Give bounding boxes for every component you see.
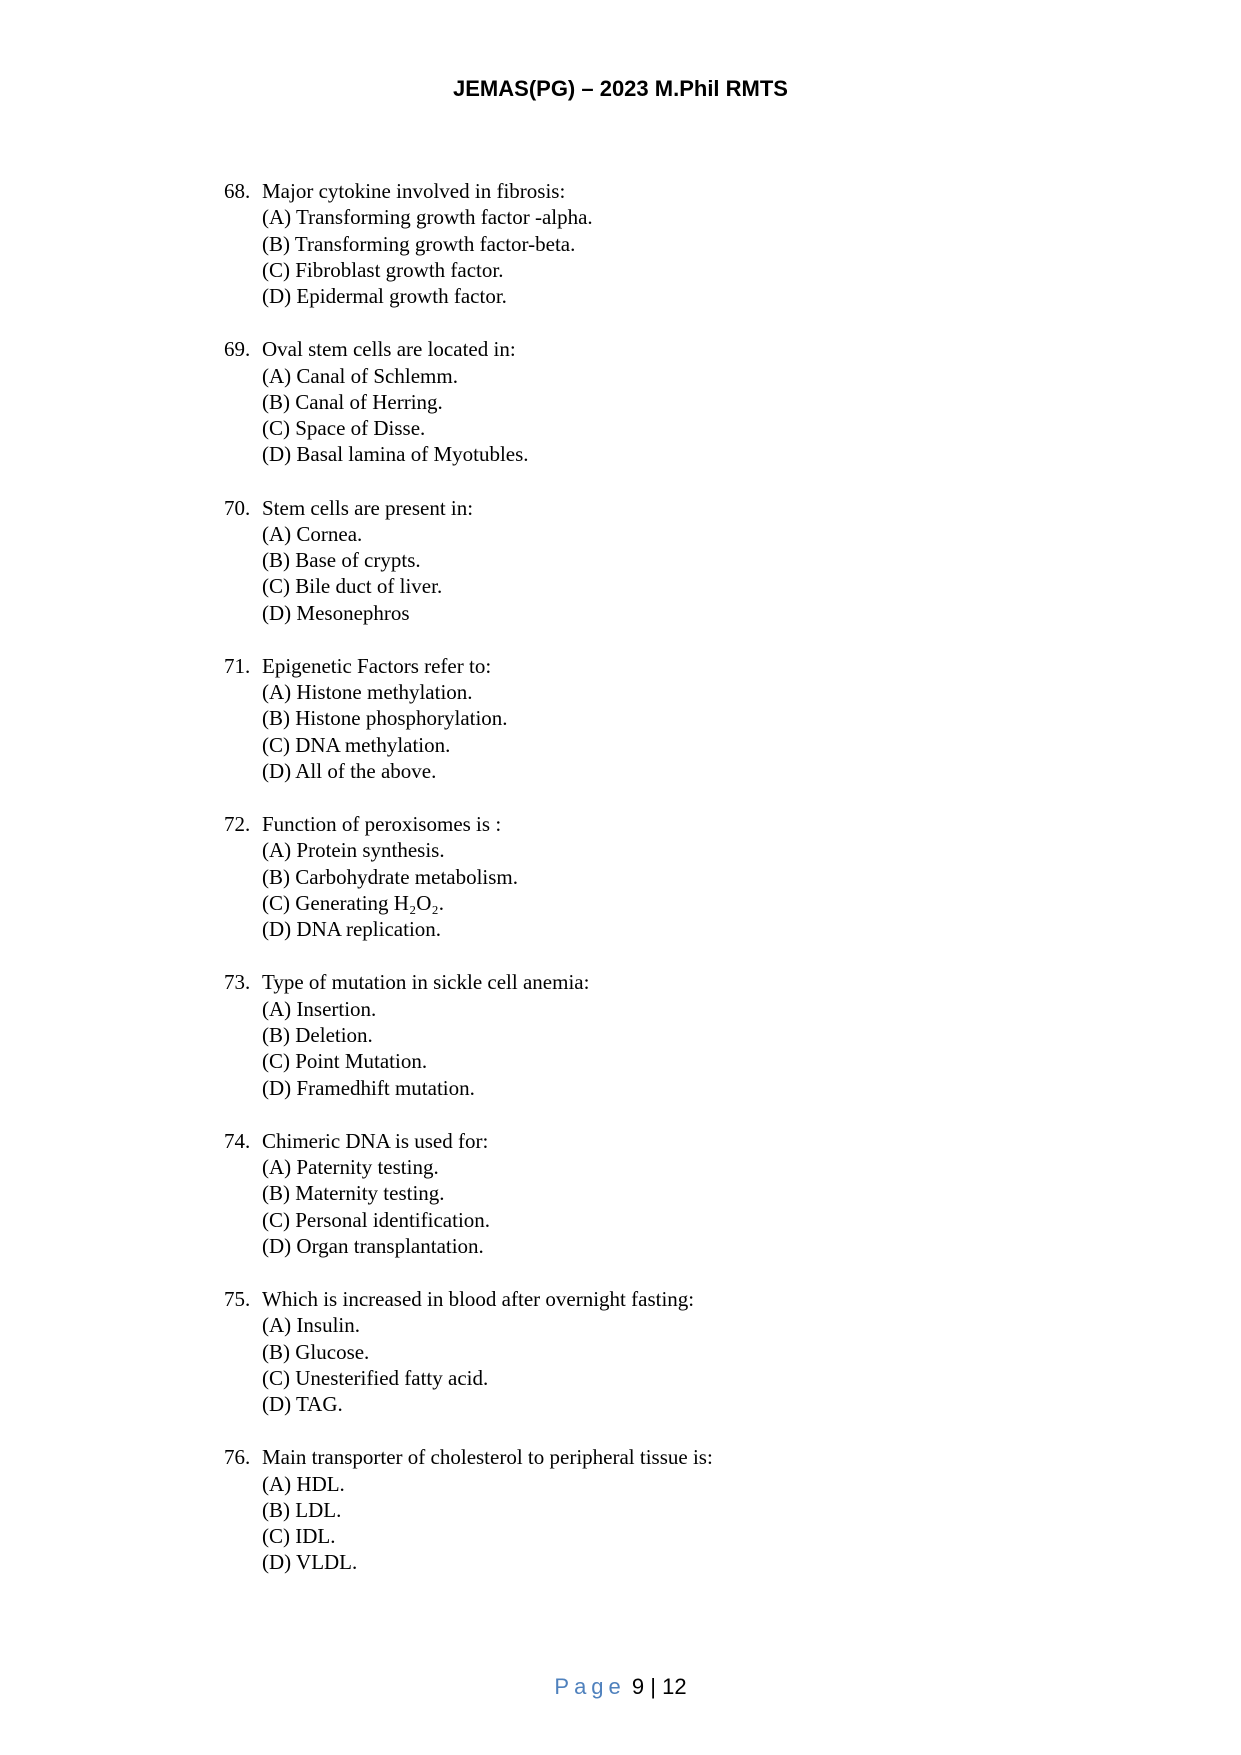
- question-text: Epigenetic Factors refer to:: [262, 653, 492, 678]
- question-number: 74.: [224, 1128, 251, 1153]
- question-stem: [224, 1444, 1144, 1470]
- total-pages: 12: [662, 1674, 687, 1699]
- question-text: Major cytokine involved in fibrosis:: [262, 179, 566, 203]
- page-header: [0, 74, 1241, 104]
- question-number: 75.: [224, 1286, 251, 1311]
- option-c: (C) Space of Disse.: [262, 416, 426, 441]
- option-d: (D) Basal lamina of Myotubles.: [262, 442, 529, 467]
- option-b: (B) Glucose.: [262, 1339, 370, 1364]
- question-number: 70.: [224, 495, 251, 520]
- question-75: [224, 1286, 1144, 1417]
- option-c: (C) Fibroblast growth factor.: [262, 257, 504, 282]
- document-title: JEMAS(PG) – 2023 M.Phil RMTS: [453, 76, 788, 101]
- option-d: (D) Organ transplantation.: [262, 1233, 484, 1258]
- option-c: (C) Point Mutation.: [262, 1049, 428, 1074]
- option-list: [224, 837, 1144, 942]
- option-b: (B) Maternity testing.: [262, 1181, 445, 1206]
- option-a: (A) HDL.: [262, 1471, 345, 1496]
- question-number: 68.: [224, 179, 251, 203]
- option-b: (B) Transforming growth factor-beta.: [262, 231, 576, 256]
- question-73: [224, 969, 1144, 1100]
- question-stem: [224, 336, 1144, 362]
- question-text: Which is increased in blood after overnight fasting:: [262, 1286, 695, 1311]
- option-a: (A) Protein synthesis.: [262, 838, 445, 863]
- page-number: 9: [631, 1674, 645, 1699]
- option-list: [224, 363, 1144, 468]
- question-69: [224, 336, 1144, 467]
- option-b: (B) Deletion.: [262, 1023, 373, 1047]
- question-stem: [224, 495, 1144, 521]
- option-list: [224, 1471, 1144, 1576]
- option-d: (D) Mesonephros: [262, 600, 410, 625]
- question-text: Stem cells are present in:: [262, 495, 474, 520]
- option-a: (A) Histone methylation.: [262, 680, 473, 705]
- option-d: (D) All of the above.: [262, 759, 437, 784]
- option-b: (B) Canal of Herring.: [262, 389, 443, 414]
- option-b: (B) LDL.: [262, 1497, 342, 1522]
- option-c: (C) Unesterified fatty acid.: [262, 1365, 489, 1390]
- question-number: 76.: [224, 1445, 251, 1470]
- question-74: [224, 1128, 1144, 1259]
- option-c: (C) Personal identification.: [262, 1207, 491, 1232]
- question-number: 71.: [224, 653, 251, 678]
- option-c: (C) DNA methylation.: [262, 732, 451, 757]
- question-76: [224, 1444, 1144, 1575]
- question-number: 73.: [224, 970, 251, 995]
- option-d: (D) TAG.: [262, 1392, 343, 1417]
- option-list: [224, 679, 1144, 784]
- option-list: [224, 1154, 1144, 1259]
- option-b: (B) Histone phosphorylation.: [262, 706, 508, 731]
- option-c: (C) Bile duct of liver.: [262, 574, 443, 599]
- question-number: 69.: [224, 337, 251, 362]
- option-a: (A) Cornea.: [262, 521, 363, 546]
- question-text: Function of peroxisomes is :: [262, 812, 502, 837]
- option-list: [224, 204, 1144, 309]
- option-a: (A) Insulin.: [262, 1313, 360, 1338]
- question-stem: [224, 1286, 1144, 1312]
- question-list: [224, 178, 1144, 1603]
- question-text: Oval stem cells are located in:: [262, 337, 516, 362]
- page-footer: [0, 1672, 1241, 1702]
- option-a: (A) Canal of Schlemm.: [262, 363, 458, 388]
- option-c: (C) IDL.: [262, 1524, 336, 1549]
- question-stem: [224, 811, 1144, 837]
- option-d: (D) DNA replication.: [262, 917, 442, 942]
- option-d: (D) VLDL.: [262, 1550, 358, 1575]
- option-list: [224, 1312, 1144, 1417]
- question-number: 72.: [224, 812, 251, 837]
- question-71: [224, 653, 1144, 784]
- question-stem: [224, 969, 1144, 995]
- question-text: Type of mutation in sickle cell anemia:: [262, 970, 590, 995]
- option-a: (A) Transforming growth factor -alpha.: [262, 205, 593, 230]
- option-a: (A) Paternity testing.: [262, 1154, 439, 1179]
- question-68: [224, 178, 1144, 309]
- option-list: [224, 996, 1144, 1101]
- question-72: [224, 811, 1144, 942]
- question-text: Main transporter of cholesterol to peripheral tissue is:: [262, 1445, 713, 1470]
- option-a: (A) Insertion.: [262, 996, 377, 1021]
- question-stem: [224, 178, 1144, 204]
- question-text: Chimeric DNA is used for:: [262, 1128, 489, 1153]
- question-70: [224, 495, 1144, 626]
- question-stem: [224, 653, 1144, 679]
- option-d: (D) Framedhift mutation.: [262, 1075, 475, 1100]
- option-b: (B) Base of crypts.: [262, 548, 421, 573]
- option-d: (D) Epidermal growth factor.: [262, 284, 507, 309]
- option-list: [224, 521, 1144, 626]
- option-c: (C) Generating H₂O₂.: [262, 891, 445, 916]
- page-separator: |: [650, 1674, 656, 1699]
- question-stem: [224, 1128, 1144, 1154]
- option-b: (B) Carbohydrate metabolism.: [262, 864, 519, 889]
- page-label: Page: [554, 1674, 626, 1699]
